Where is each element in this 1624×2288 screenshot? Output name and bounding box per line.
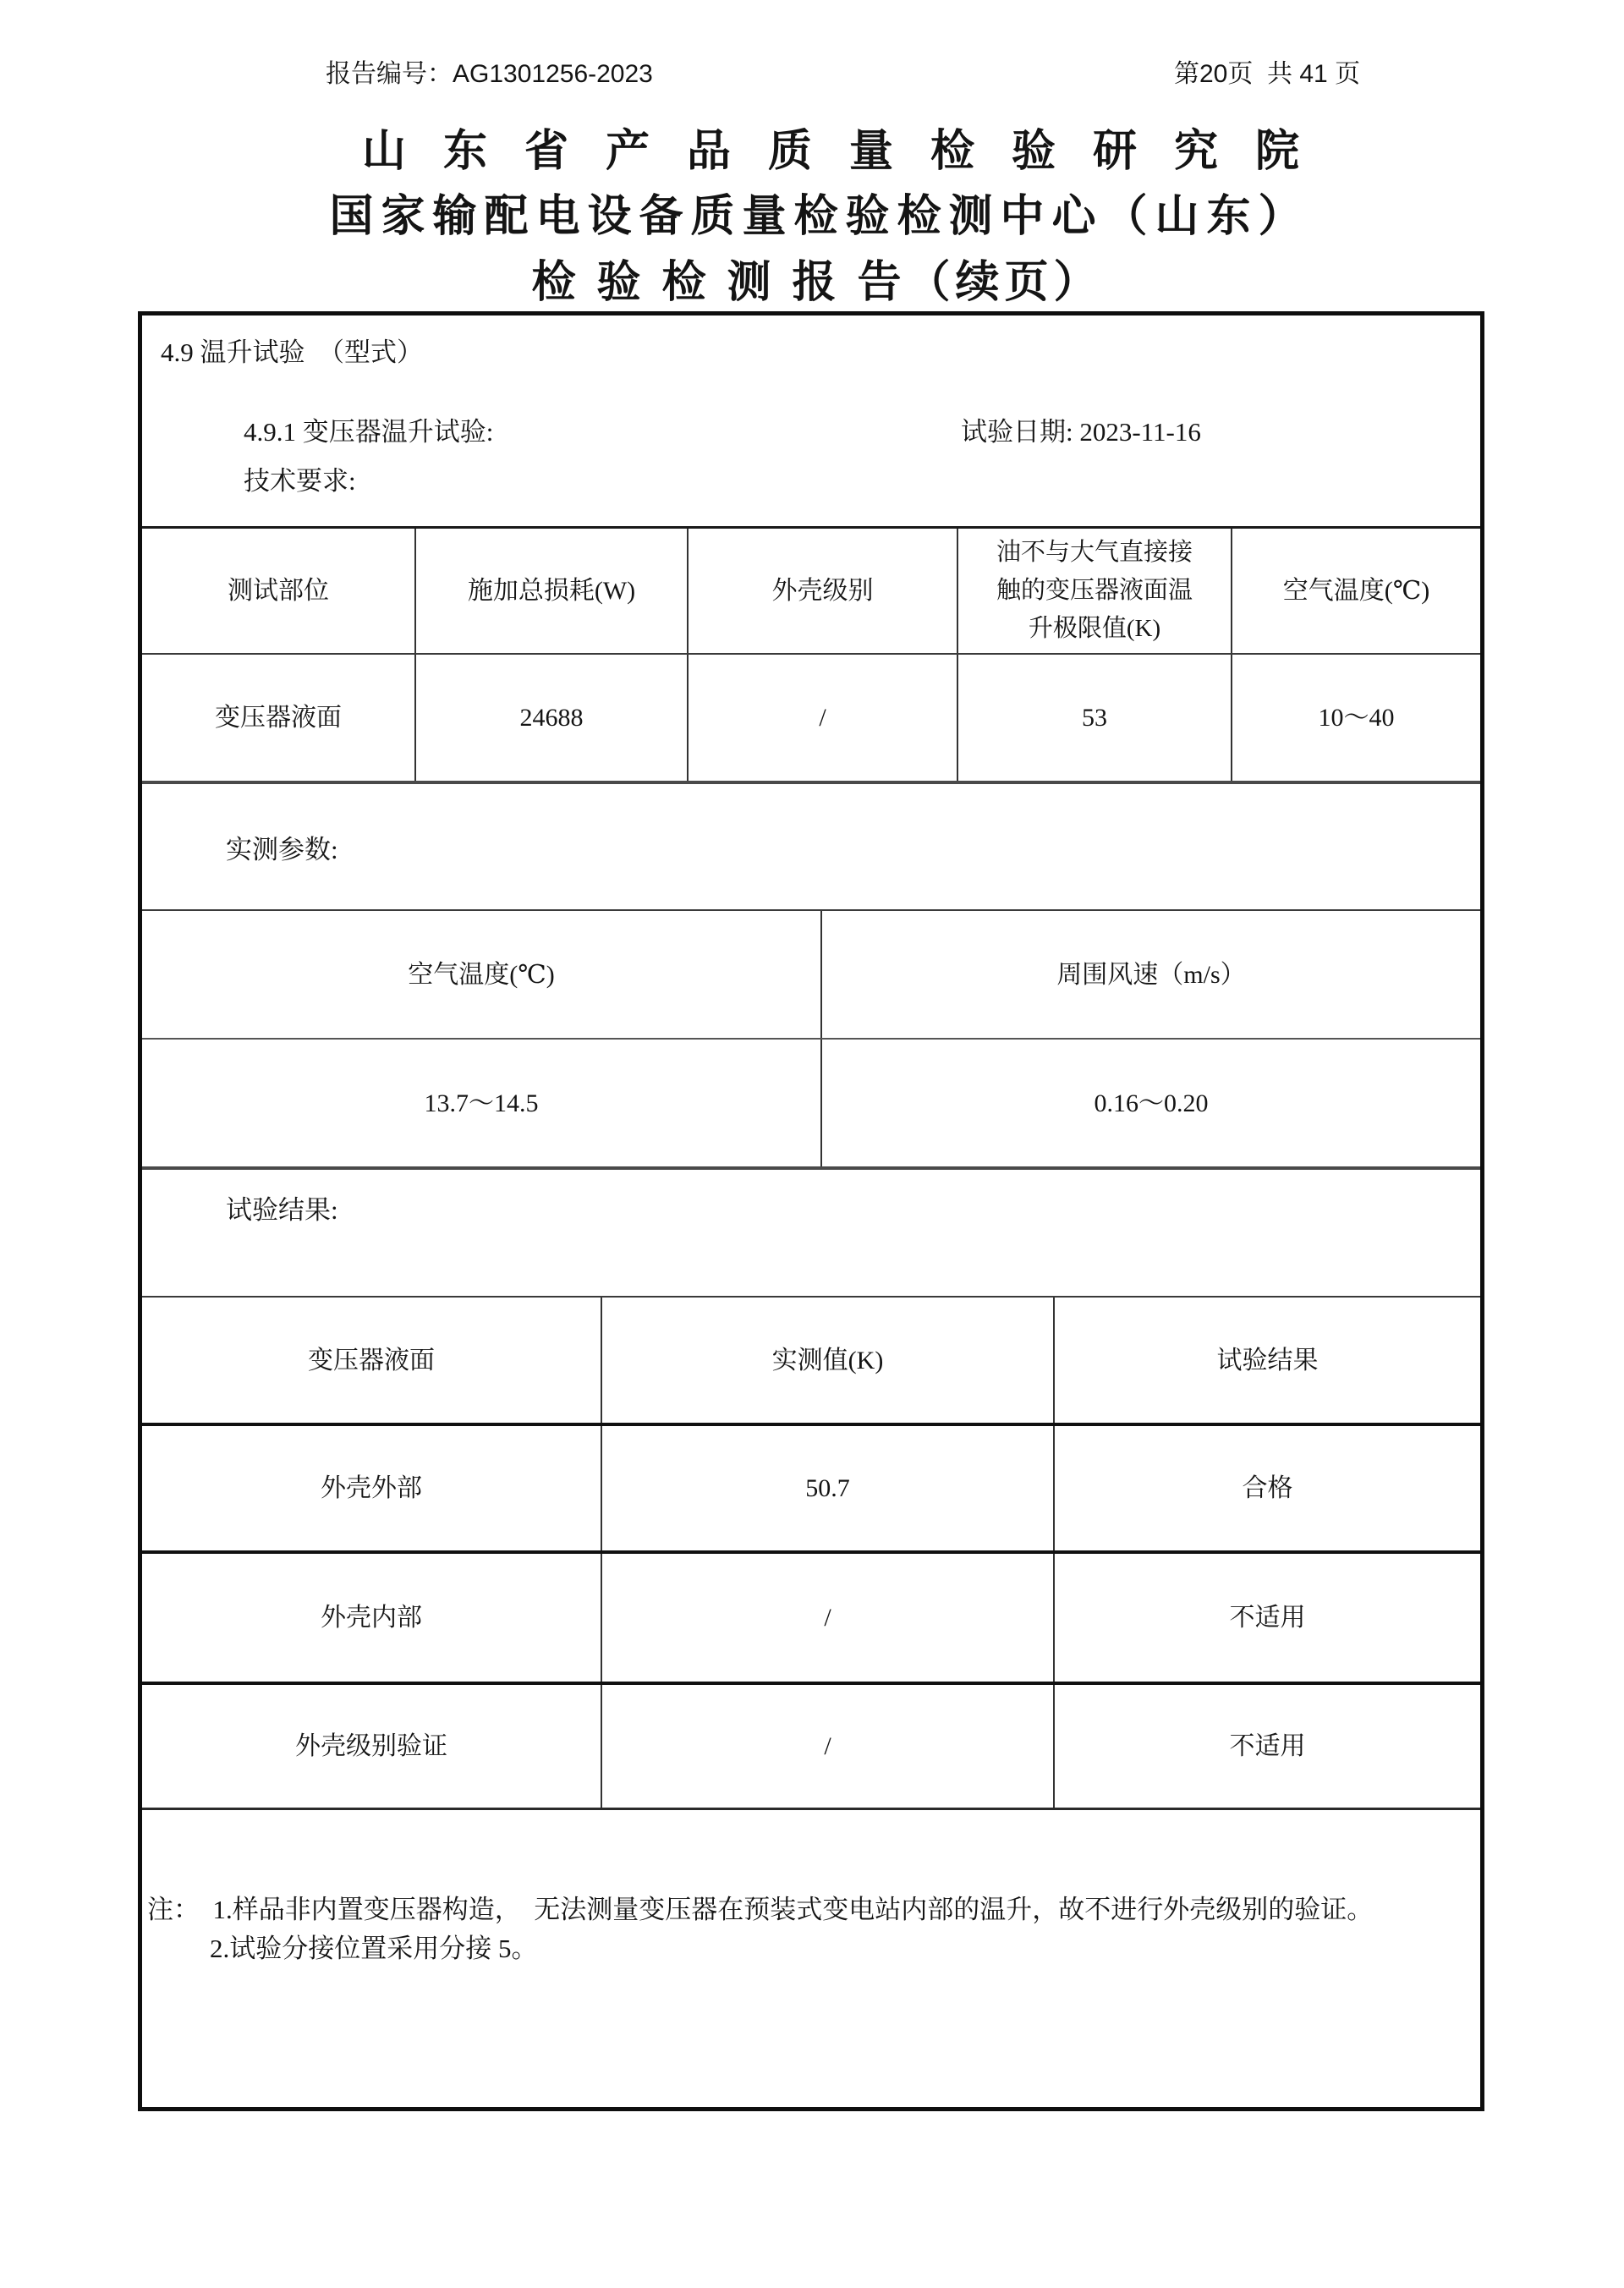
ambient-header-wind-speed: 周围风速（m/s） [820,911,1480,1038]
result-header-measured-value: 实测值(K) [601,1298,1053,1423]
ambient-header-air-temp: 空气温度(℃) [408,960,555,989]
limits-header-air-temp: 空气温度(℃) [1231,529,1480,653]
measured-params-label-row [142,781,1480,909]
test-result-label-row [142,1166,1480,1296]
result-header-liquid-surface: 变压器液面 [308,1346,435,1374]
test-date: 试验日期: 2023-11-16 [961,417,1201,447]
title-line-institute: 山东省产品质量检验研究院 [361,128,1336,176]
title-line-report: 检 验 检 测 报 告（续页） [531,259,1103,307]
subsection-heading: 4.9.1 变压器温升试验: [244,417,494,447]
note-line-1: 注： 1.样品非内置变压器构造， 无法测量变压器在预装式变电站内部的温升，故不进行外壳级别的验证。 [147,1895,1374,1924]
ambient-value-air-temp: 13.7～14.5 [424,1089,539,1117]
result-table-row-shell-exterior [142,1423,1480,1550]
result-row2-item: 外壳内部 [321,1604,422,1632]
limits-value-air-temp: 10～40 [1231,655,1480,781]
result-row1-value: 50.7 [601,1426,1053,1550]
result-row2-result: 不适用 [1053,1554,1480,1682]
report-number-value: AG1301256-2023 [453,60,653,88]
limits-value-loss: 24688 [414,655,687,781]
page-indicator: 第20页 共 41 页 [1174,60,1361,88]
report-number [326,52,653,90]
limits-header-loss: 施加总损耗(W) [414,529,687,653]
result-row2-value: / [601,1554,1053,1682]
title-line-center: 国家输配电设备质量检验检测中心（山东） [329,193,1310,241]
limits-value-enclosure: / [687,655,957,781]
page-header [0,52,1624,88]
limits-table-data-row [142,653,1480,781]
result-row1-item: 外壳外部 [321,1474,422,1502]
test-result-label: 试验结果: [226,1195,338,1225]
measured-params-label: 实测参数: [226,834,338,864]
result-header-result: 试验结果 [1053,1298,1480,1423]
tech-requirement-label: 技术要求: [244,466,356,496]
result-table-row-shell-interior [142,1550,1480,1682]
limits-value-part: 变压器液面 [215,704,342,732]
result-row3-value: / [601,1685,1053,1808]
ambient-table-header-row [142,909,1480,1038]
report-number-label: 报告编号： [326,60,453,88]
result-row1-result: 合格 [1053,1426,1480,1550]
note-line-2: 2.试验分接位置采用分接 5。 [210,1934,538,1963]
limits-value-oil-limit: 53 [957,655,1231,781]
result-table-row-enclosure-verify [142,1682,1480,1808]
notes-area [142,1808,1480,2107]
section-heading-area [142,315,1480,526]
limits-header-enclosure: 外壳级别 [687,529,957,653]
result-table-header-row [142,1296,1480,1423]
limits-header-oil-limit: 油不与大气直接接触的变压器液面温升极限值(K) [957,529,1231,653]
result-row3-result: 不适用 [1053,1685,1480,1808]
limits-table-header-row [142,526,1480,653]
section-heading: 4.9 温升试验 （型式） [161,337,423,367]
limits-header-part: 测试部位 [228,577,329,605]
ambient-value-wind-speed: 0.16～0.20 [820,1040,1480,1166]
result-row3-item: 外壳级别验证 [295,1732,447,1760]
ambient-table-data-row [142,1038,1480,1166]
main-border-box [138,311,1484,2111]
